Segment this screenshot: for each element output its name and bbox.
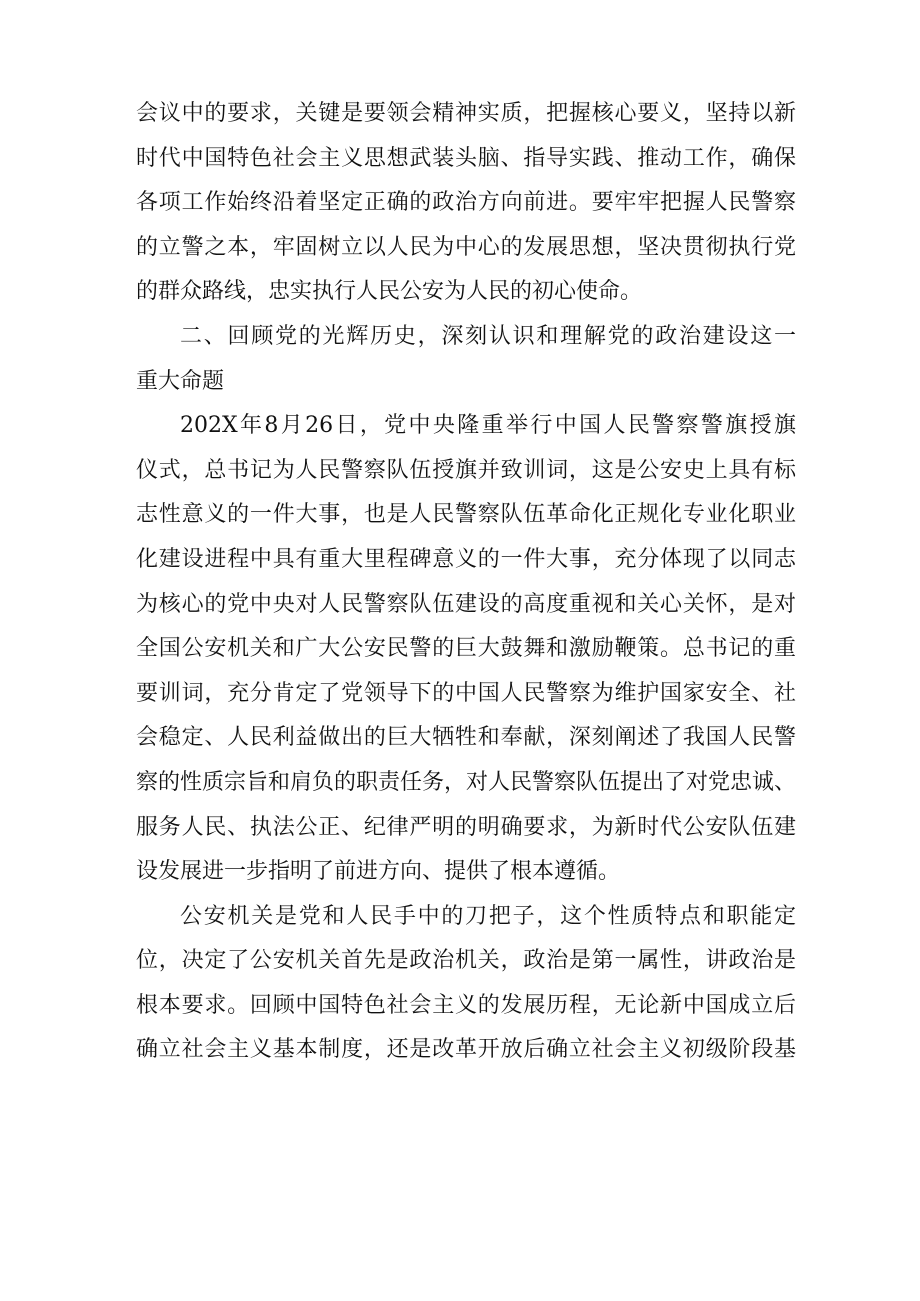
text-line-11: 化建设进程中具有重大里程碑意义的一件大事，充分体现了以同志 (136, 546, 796, 572)
text-line-19: 公安机关是党和人民手中的刀把子，这个性质特点和职能定 (180, 903, 796, 929)
text-line-2: 时代中国特色社会主义思想武装头脑、指导实践、推动工作，确保 (136, 145, 796, 171)
text-line-20: 位，决定了公安机关首先是政治机关，政治是第一属性，讲政治是 (136, 948, 796, 974)
text-line-16: 察的性质宗旨和肩负的职责任务，对人民警察队伍提出了对党忠诚、 (136, 769, 796, 795)
text-line-15: 会稳定、人民利益做出的巨大牺牲和奉献，深刻阐述了我国人民警 (136, 725, 796, 751)
text-line-8: 202X年8月26日，党中央隆重举行中国人民警察警旗授旗 (180, 413, 796, 439)
text-line-12: 为核心的党中央对人民警察队伍建设的高度重视和关心关怀，是对 (136, 591, 796, 617)
text-line-22: 确立社会主义基本制度，还是改革开放后确立社会主义初级阶段基 (136, 1037, 796, 1063)
text-line-13: 全国公安机关和广大公安民警的巨大鼓舞和激励鞭策。总书记的重 (136, 636, 796, 662)
text-line-1: 会议中的要求，关键是要领会精神实质，把握核心要义，坚持以新 (136, 101, 796, 126)
text-line-18: 设发展进一步指明了前进方向、提供了根本遵循。 (136, 859, 621, 885)
text-line-21: 根本要求。回顾中国特色社会主义的发展历程，无论新中国成立后 (136, 992, 796, 1018)
text-line-3: 各项工作始终沿着坚定正确的政治方向前进。要牢牢把握人民警察 (136, 190, 796, 216)
section-heading-line-1: 二、回顾党的光辉历史，深刻认识和理解党的政治建设这一 (180, 323, 796, 349)
document-body (136, 92, 796, 1073)
text-line-9: 仪式，总书记为人民警察队伍授旗并致训词，这是公安史上具有标 (136, 457, 796, 483)
text-line-10: 志性意义的一件大事，也是人民警察队伍革命化正规化专业化职业 (136, 502, 796, 528)
text-line-4: 的立警之本，牢固树立以人民为中心的发展思想，坚决贯彻执行党 (136, 234, 796, 260)
text-line-5: 的群众路线，忠实执行人民公安为人民的初心使命。 (136, 279, 643, 305)
text-line-17: 服务人民、执法公正、纪律严明的明确要求，为新时代公安队伍建 (136, 814, 796, 840)
text-line-14: 要训词，充分肯定了党领导下的中国人民警察为维护国家安全、社 (136, 680, 796, 706)
section-heading-line-2: 重大命题 (136, 368, 225, 394)
